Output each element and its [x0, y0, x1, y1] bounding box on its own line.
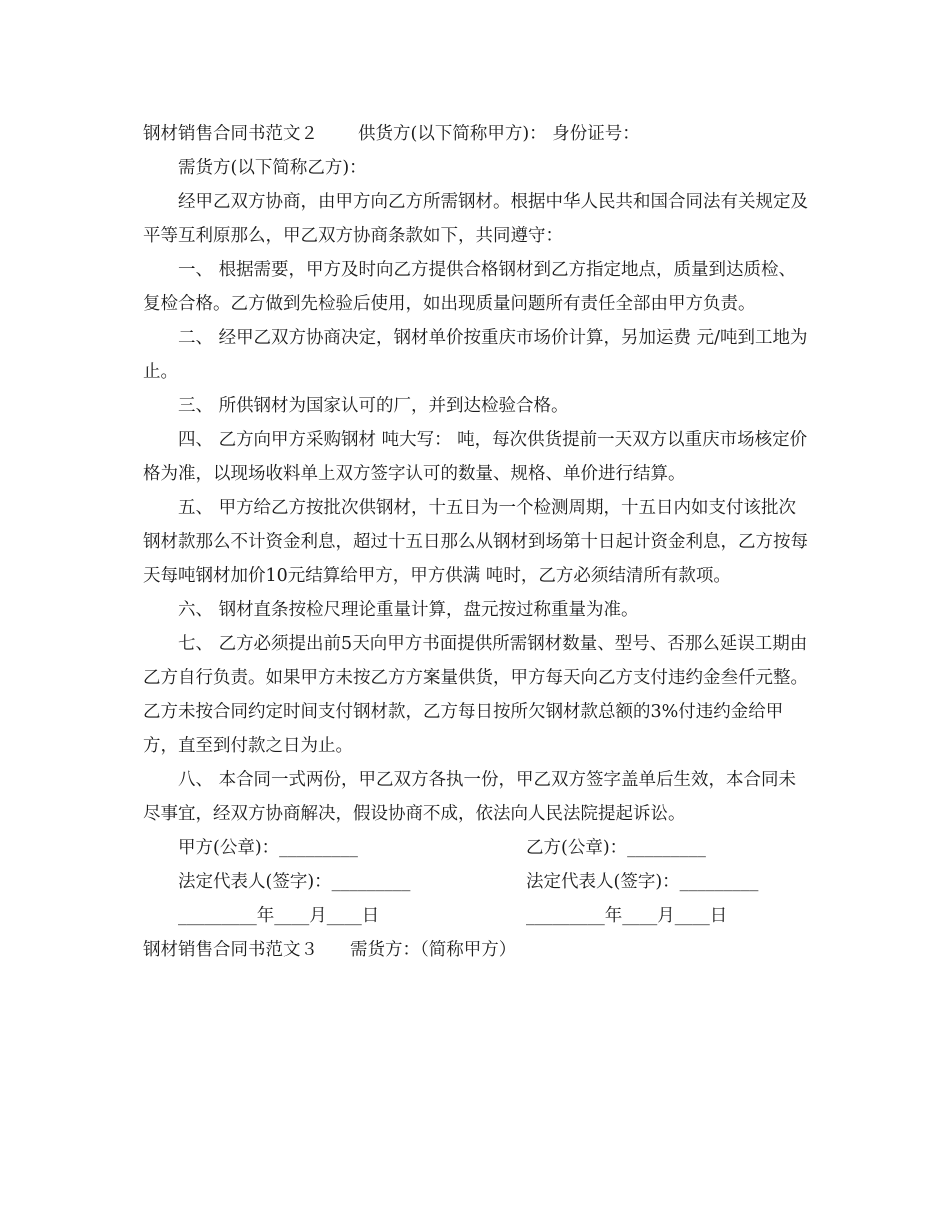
clause-6: 六、 钢材直条按检尺理论重量计算，盘元按过称重量为准。	[178, 600, 639, 620]
clause-7: 七、 乙方必须提出前5天向甲方书面提供所需钢材数量、型号、否那么延误工期由乙方自行负责。如果甲方未按乙方方案量供货，甲方每天向乙方支付违约金叁仟元整。乙方未按合同约定时间支付钢材款，乙方每日按所欠钢材款总额的3%付违约金给甲方，直至到付款之日为止。	[143, 634, 808, 756]
section-heading-3	[143, 933, 811, 967]
party-b-representative: 法定代表人(签字)：_________	[526, 872, 759, 892]
signature-row-date	[143, 899, 811, 933]
clause-1: 一、 根据需要，甲方及时向乙方提供合格钢材到乙方指定地点，质量到达质检、复检合格。乙方做到先检验后使用，如出现质量问题所有责任全部由甲方负责。	[143, 260, 797, 314]
buyer-line: 需货方(以下简称乙方)：	[178, 158, 367, 178]
clause-8: 八、 本合同一式两份，甲乙双方各执一份，甲乙双方签字盖单后生效，本合同未尽事宜，经双方协商解决，假设协商不成，依法向人民法院提起诉讼。	[143, 770, 797, 824]
clause-3: 三、 所供钢材为国家认可的厂，并到达检验合格。	[178, 396, 569, 416]
preamble-paragraph: 经甲乙双方协商，由甲方向乙方所需钢材。根据中华人民共和国合同法有关规定及平等互利原那么，甲乙双方协商条款如下，共同遵守：	[143, 192, 808, 246]
party-b-date: _________年____月____日	[526, 906, 728, 926]
party-a-representative: 法定代表人(签字)：_________	[178, 872, 411, 892]
party-b-seal: 乙方(公章)：_________	[526, 838, 706, 858]
buyer-abbrev-line: 需货方：（简称甲方）	[350, 940, 517, 960]
clause-2: 二、 经甲乙双方协商决定，钢材单价按重庆市场价计算，另加运费 元/吨到工地为止。	[143, 328, 808, 382]
signature-row-representative	[143, 865, 811, 899]
party-a-seal: 甲方(公章)：_________	[178, 838, 358, 858]
supplier-line: 供货方(以下简称甲方)： 身份证号：	[358, 124, 640, 144]
document-body	[143, 117, 811, 967]
clause-4: 四、 乙方向甲方采购钢材 吨大写： 吨，每次供货提前一天双方以重庆市场核定价格为准，以现场收料单上双方签字认可的数量、规格、单价进行结算。	[143, 430, 808, 484]
clause-5: 五、 甲方给乙方按批次供钢材，十五日为一个检测周期，十五日内如支付该批次钢材款那么不计资金利息，超过十五日那么从钢材到场第十日起计资金利息，乙方按每天每吨钢材加价10元结算给甲方，甲方供满 吨时，乙方必须结清所有款项。	[143, 498, 808, 586]
section-title-2: 钢材销售合同书范文２	[143, 124, 318, 144]
section-title-3: 钢材销售合同书范文３	[143, 940, 318, 960]
signature-row-seal	[143, 831, 811, 865]
section-heading-2	[143, 117, 811, 151]
party-a-date: _________年____月____日	[178, 906, 380, 926]
